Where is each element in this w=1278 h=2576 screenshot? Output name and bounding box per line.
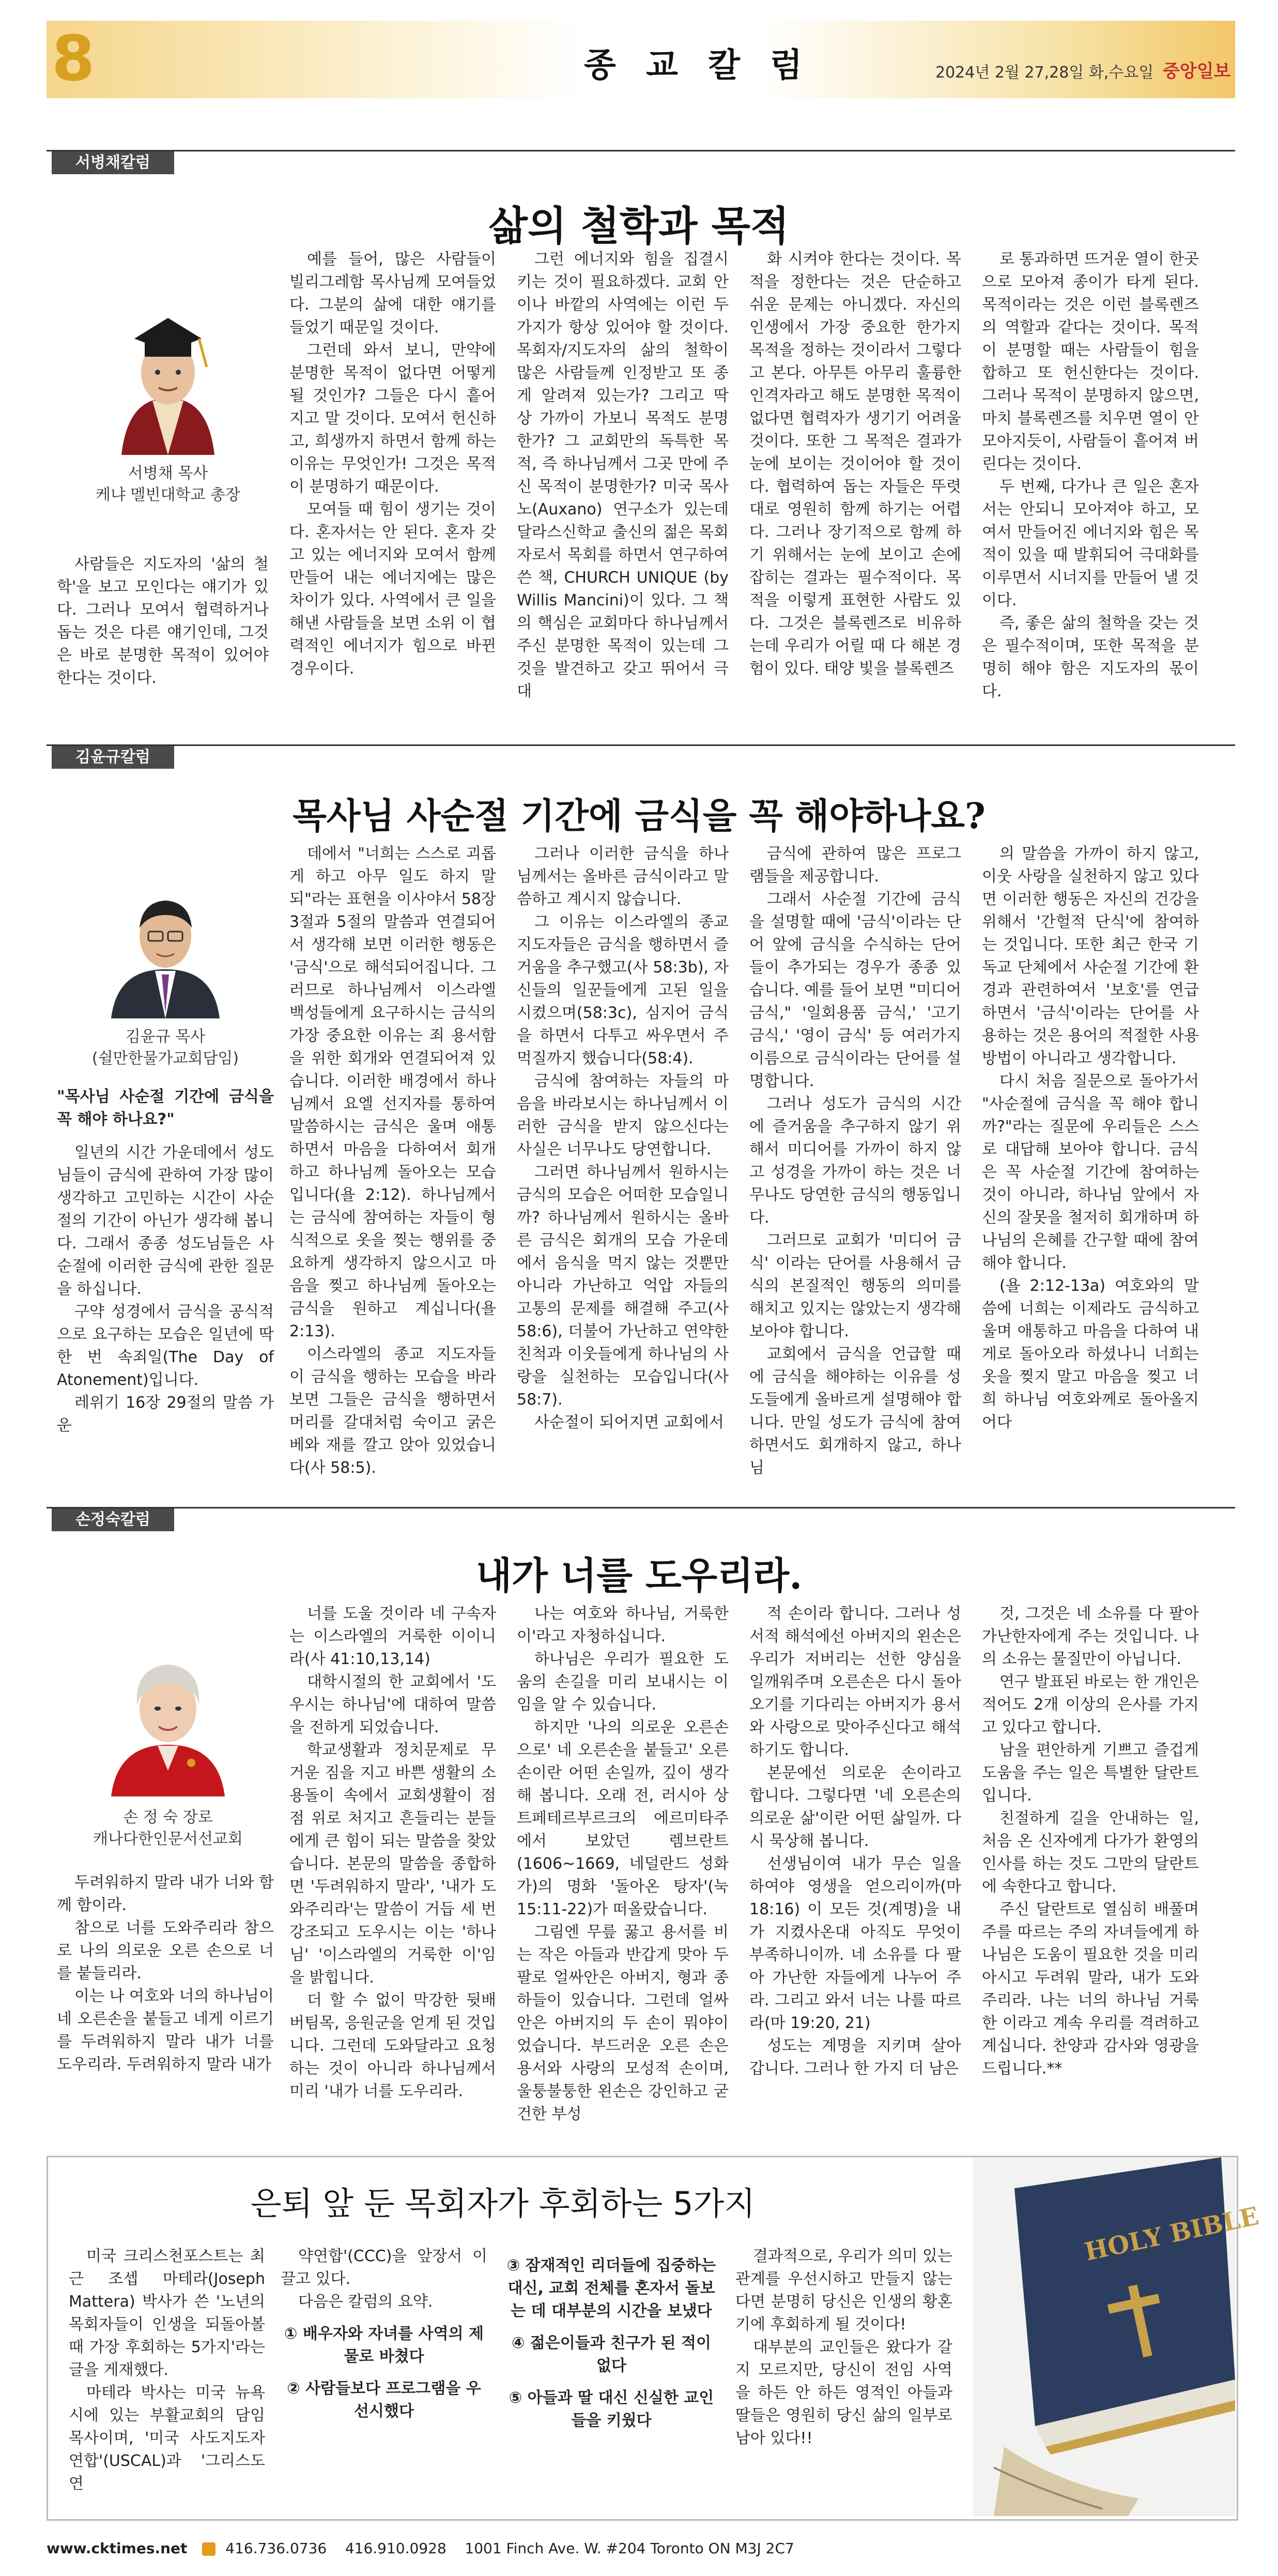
author-title: 캐나다한인문서선교회: [93, 1830, 243, 1848]
paragraph: 학교생활과 정치문제로 무거운 짐을 지고 바쁜 생활의 소용돌이 속에서 교회생활이 점점 위로 처지고 흔들리는 분들에게 큰 힘이 되는 말씀을 찾았습니다. 본문의 말씀을 종합하면 '두려워하지 말라', '내가 도와주리라'는 말씀이 거듭 세 번 강조되고 도우시는 이는 '하나님' '이스라엘의 거룩한 이'임을 밝힙니다.: [289, 1741, 496, 1987]
paragraph: 성도는 계명을 지키며 살아갑니다. 그러나 한 가지 더 남은: [749, 2037, 961, 2078]
author-byline-kim: [67, 1026, 264, 1070]
paragraph: 일년의 시간 가운데에서 성도님들이 금식에 관하여 가장 많이 생각하고 고민하는 시간이 사순절의 기간이 아닌가 생각해 봅니다. 그래서 종종 성도님들은 사순절에 이러한 금식에 관한 질문을 하십니다.: [57, 1144, 274, 1298]
article3-column-1: [57, 1871, 274, 2130]
author-photo-seo: [90, 289, 245, 455]
article1-column-5: [982, 248, 1199, 724]
paragraph: 대부분의 교인들은 왔다가 갈지 모르지만, 당신이 전임 사역을 하든 안 하든 영적인 아들과 딸들은 영원히 당신 삶의 일부로 남아 있다!!: [735, 2338, 952, 2447]
article3-headline: 내가 너를 도우리라.: [475, 1553, 803, 1597]
paragraph: 나는 여호와 하나님, 거룩한 이'라고 자청하십니다.: [517, 1605, 729, 1645]
paragraph: 주신 달란트로 열심히 배풀며 주를 따르는 주의 자녀들에게 하나님은 도움이 필요한 것을 미리 아시고 두려워 말라, 내가 도와주리라. 나는 너의 하나님 거룩한 이라고 계속 우리를 격려하고 계십니다. 찬양과 감사와 영광을 드립니다.**: [982, 1900, 1199, 2078]
paragraph: 미국 크리스천포스트는 최근 조셉 마테라(Joseph Mattera) 박사가 쓴 '노년의 목회자들이 인생을 되돌아볼 때 가장 후회하는 5가지'라는 글을 게재했다.: [69, 2247, 265, 2379]
paragraph: 친절하게 길을 안내하는 일, 처음 온 신자에게 다가가 환영의 인사를 하는 것도 그만의 달란트에 속한다고 합니다.: [982, 1809, 1199, 1896]
footer: [47, 2536, 1235, 2562]
article2-headline: 목사님 사순절 기간에 금식을 꼭 해야하나요?: [292, 796, 986, 837]
author-title: (쉴만한물가교회담임): [91, 1049, 239, 1068]
paragraph: 연구 발표된 바로는 한 개인은 적어도 2개 이상의 은사를 가지고 있다고 합니다.: [982, 1673, 1199, 1736]
paragraph: 그림엔 무릎 꿇고 용서를 비는 작은 아들과 반갑게 맞아 두 팔로 얼싸안은 아버지, 형과 종 하들이 있습니다. 그런데 얼싸안은 아버지의 두 손이 뭐야이었습니다. 부드러운 오른 손은 용서와 사랑의 모성적 손이며, 울퉁불퉁한 왼손은 강인하고 굳건한 부성: [517, 1923, 729, 2123]
paragraph: 이스라엘의 종교 지도자들이 금식을 행하는 모습을 바라보면 그들은 금식을 행하면서 머리를 갈대처럼 숙이고 굵은 베와 재를 깔고 앉아 있었습니다(사 58:5).: [289, 1345, 496, 1477]
paragraph: 본문에선 의로운 손이라고 합니다. 그렇다면 '네 오른손의 의로운 삶'이란 어떤 삶일까. 다시 묵상해 봅니다.: [749, 1764, 961, 1850]
author-name: 김윤규 목사: [125, 1028, 206, 1046]
paragraph: 예를 들어, 많은 사람들이 빌리그레함 목사님께 모여들었다. 그분의 삶에 대한 얘기를 들었기 때문일 것이다.: [289, 250, 496, 337]
regret-item-5: ⑤ 아들과 딸 대신 신실한 교인들을 키웠다: [509, 2389, 714, 2430]
author-name: 손 정 숙 장로: [123, 1808, 213, 1826]
article3-column-2: [289, 1603, 496, 2135]
paragraph: 교회에서 금식을 언급할 때에 금식을 해야하는 이유를 성도들에게 올바르게 설명해야 합니다. 만일 성도가 금식에 참여하면서도 회개하지 않고, 하나님: [749, 1345, 961, 1477]
author-title: 케냐 멜빈대학교 총장: [96, 486, 240, 504]
article1-column-3: [517, 248, 729, 724]
article1-column-2: [289, 248, 496, 724]
paragraph: 두려워하지 말라 내가 너와 함께 함이라.: [57, 1873, 274, 1914]
paragraph: 금식에 참여하는 자들의 마음을 바라보시는 하나님께서 이러한 금식을 받지 않으신다는 사실은 너무나도 당연합니다.: [517, 1072, 729, 1159]
column-tag: 손정숙칼럼: [52, 1508, 174, 1531]
section-title: 종 교 칼 럼: [584, 46, 812, 85]
article4-column-1: [69, 2245, 265, 2504]
paragraph: 이는 나 여호와 너의 하나님이 네 오른손을 붙들고 네게 이르기를 두려워하지 말라 내가 너를 도우리라. 두려워하지 말라 내가: [57, 1987, 274, 2074]
regret-item-3: ③ 잠재적인 리더들에 집중하는 대신, 교회 전체를 혼자서 돌보는 데 대부분의 시간을 보냈다: [506, 2257, 716, 2320]
paragraph: 그래서 사순절 기간에 금식을 설명할 때에 '금식'이라는 단어 앞에 금식을 수식하는 단어들이 추가되는 경우가 종종 있습니다. 예를 들어 보면 "미디어 금식," '일회용품 금식,' '고기 금식,' '영이 금식' 등 여러가지 이름으로 금식이라는 단어를 설명합니다.: [749, 890, 961, 1090]
article1-headline: 삶의 철학과 목적: [488, 203, 790, 250]
article4-column-4: [735, 2245, 952, 2504]
article1-column-1: [57, 553, 269, 708]
feature-box: [47, 2156, 1261, 2521]
author-byline-seo: [67, 463, 269, 506]
paragraph: 참으로 너를 도와주리라 참으로 나의 의로운 오른 손으로 너를 붙들리라.: [57, 1919, 274, 1983]
paragraph: 구약 성경에서 금식을 공식적으로 요구하는 모습은 일년에 딱 한 번 속죄일(The Day of Atonement)입니다.: [57, 1303, 274, 1389]
paragraph: 그러나 성도가 금식의 시간에 즐거움을 추구하지 않기 위해서 미디어를 가까이 하지 않고 성경을 가까이 하는 것은 너무나도 당연한 금식의 행동입니다.: [749, 1095, 961, 1227]
paragraph: 레위기 16장 29절의 말씀 가운: [57, 1394, 274, 1435]
paragraph: 그러므로 교회가 '미디어 금식' 이라는 단어를 사용해서 금식의 본질적인 행동의 의미를 해치고 있지는 않았는지 생각해 보아야 합니다.: [749, 1231, 961, 1340]
phone-1: 416.736.0736: [225, 2540, 327, 2557]
paragraph: 그러나 이러한 금식을 하나님께서는 올바른 금식이라고 말씀하고 계시지 않습니다.: [517, 845, 729, 908]
paragraph: 하지만 '나의 의로운 오른손으로' 네 오른손을 붙들고' 오른 손이란 어떤 손일까, 깊이 생각해 봅니다. 오래 전, 러시아 상트페테르부르크의 에르미타주에서 보았던 렘브란트(1606~1669, 네덜란드 성화가)의 명화 '돌아온 탕자'(눅 15:11-22)가 떠올랐습니다.: [517, 1718, 729, 1918]
reader-question: "목사님 사순절 기간에 금식을 꼭 해야 하나요?": [57, 1088, 274, 1129]
page-number: 8: [52, 23, 95, 95]
paragraph: 그런데 와서 보니, 만약에 분명한 목적이 없다면 어떻게 될 것인가? 그들은 다시 흩어지고 말 것이다. 모여서 헌신하고, 희생까지 하면서 함께 하는 이유는 무엇인가! 그것은 목적이 분명하기 때문이다.: [289, 341, 496, 496]
masthead: [47, 21, 1235, 98]
paragraph: 화 시켜야 한다는 것이다. 목적을 정한다는 것은 단순하고 쉬운 문제는 아니겠다. 자신의 인생에서 가장 중요한 한가지 목적을 정하는 것이라서 그렇다고 본다. 아무튼 아무리 훌륭한 인격자라고 해도 분명한 목적이 없다면 협력자가 생기기 어려울 것이다. 또한 그 목적은 결과가 눈에 보이는 것이어야 할 것이다. 협력하여 돕는 자들은 뚜렷대로 영원히 함께 하기는 어렵다. 그러나 장기적으로 함께 하기 위해서는 눈에 보이고 손에 잡히는 결과는 필수적이다. 목적을 이렇게 표현한 사람도 있다. 그것은 블록렌즈로 비유하는데 우리가 어릴 때 다 해본 경험이 있다. 태양 빛을 블록렌즈: [749, 250, 961, 678]
paragraph: 것, 그것은 네 소유를 다 팔아 가난한자에게 주는 것입니다. 나의 소유는 물질만이 아닙니다.: [982, 1605, 1199, 1668]
regret-item-2: ② 사람들보다 프로그램을 우선시했다: [287, 2380, 481, 2420]
paragraph: 두 번째, 다가나 큰 일은 혼자서는 안되니 모아져야 하고, 모여서 만들어진 에너지와 힘은 목적이 있을 때 발휘되어 극대화를 이루면서 시너지를 만들어 낼 것이다.: [982, 478, 1199, 609]
article1-column-4: [749, 248, 961, 724]
paragraph: 마테라 박사는 미국 뉴욕시에 있는 부활교회의 담임 목사이며, '미국 사도지도자연합'(USCAL)과 '그리스도연: [69, 2384, 265, 2493]
column-tag: 서병채칼럼: [52, 151, 174, 174]
paragraph: 다음은 칼럼의 요약.: [298, 2293, 433, 2311]
author-byline-son: [62, 1807, 274, 1850]
address: 1001 Finch Ave. W. #204 Toronto ON M3J 2C7: [465, 2540, 794, 2557]
regret-item-1: ① 배우자와 자녀를 사역의 제물로 바쳤다: [284, 2325, 484, 2366]
paragraph: 즉, 좋은 삶의 철학을 갖는 것은 필수적이며, 또한 목적을 분명히 해야 함은 지도자의 몫이다.: [982, 614, 1199, 700]
paragraph: 약연합'(CCC)을 앞장서 이끌고 있다.: [281, 2247, 487, 2288]
bible-cover-text: HOLY BIBLE: [1082, 2201, 1261, 2267]
article4-column-3: [503, 2245, 720, 2504]
paragraph: 너를 도울 것이라 네 구속자는 이스라엘의 거룩한 이이니라(사 41:10,13,14): [289, 1605, 496, 1668]
paragraph: 모여들 때 힘이 생기는 것이다. 혼자서는 안 된다. 혼자 갖고 있는 에너지와 모여서 함께 만들어 내는 에너지에는 많은 차이가 있다. 사역에서 큰 일을 해낸 사람들을 보면 소위 이 협력적인 에너지가 힘으로 바뀐 경우이다.: [289, 500, 496, 678]
paragraph: 대학시절의 한 교회에서 '도우시는 하나님'에 대하여 말씀을 전하게 되었습니다.: [289, 1673, 496, 1736]
phone-2: 416.910.0928: [345, 2540, 446, 2557]
regret-item-4: ④ 젊은이들과 친구가 된 적이 없다: [512, 2334, 711, 2375]
article4-headline: 은퇴 앞 둔 목회자가 후회하는 5가지: [250, 2185, 756, 2222]
paragraph: (욜 2:12-13a) 여호와의 말씀에 너희는 이제라도 금식하고 울며 애통하고 마음을 다하여 내게로 돌아오라 하셨나니 너희는 옷을 찢지 말고 마음을 찢고 너희 하나님 여호와께로 돌아올지어다: [982, 1277, 1199, 1431]
author-name: 서병채 목사: [128, 464, 208, 482]
paragraph: 데에서 "너희는 스스로 괴롭게 하고 아무 일도 하지 말되"라는 표현을 이사야서 58장 3절과 5절의 말씀과 연결되어서 생각해 보면 이러한 행동은 '금식'으로 해석되어집니다. 그러므로 하나님께서 이스라엘 백성들에게 요구하시는 금식의 가장 중요한 이유는 죄 용서함을 위한 회개와 연결되어져 있습니다. 이러한 배경에서 하나님께서 요엘 선지자를 통하여 말씀하시는 금식은 울며 애통하면서 마음을 다하여서 회개하고 하나님께 돌아오는 모습입니다(욜 2:12). 하나님께서는 금식에 참여하는 자들이 형식적으로 옷을 찢는 행위를 중요하게 생각하지 않으시고 마음을 찢고 하나님께 돌아오는 금식을 원하고 계십니다(욜 2:13).: [289, 845, 496, 1340]
paragraph: 사람들은 지도자의 '삶의 철학'을 보고 모인다는 얘기가 있다. 그러나 모여서 협력하거나 돕는 것은 다른 얘기인데, 그것은 바로 분명한 목적이 있어야 한다는 것이다.: [57, 555, 269, 687]
paragraph: 의 말씀을 가까이 하지 않고, 이웃 사랑을 실천하지 않고 있다면 이러한 행동은 자신의 건강을 위해서 '간헐적 단식'에 참여하는 것입니다. 또한 최근 한국 기독교 단체에서 사순절 기간에 환경과 관련하여서 '보호'를 연급하면서 '금식'이라는 단어를 사용하는 것은 용어의 적절한 사용 방법이 아니라고 생각합니다.: [982, 845, 1199, 1068]
website-link[interactable]: www.cktimes.net: [47, 2540, 188, 2557]
paragraph: 적 손이라 합니다. 그러나 성서적 해석에선 아버지의 왼손은 우리가 저버리는 선한 양심을 일깨워주며 오른손은 다시 돌아오기를 기다리는 아버지가 용서와 사랑으로 맞아주신다고 해석하기도 합니다.: [749, 1605, 961, 1759]
article3-column-3: [517, 1603, 729, 2135]
issue-date: 2024년 2월 27,28일 화,수요일: [935, 64, 1154, 82]
paragraph: 그런 에너지와 힘을 집결시키는 것이 필요하겠다. 교회 안이나 바깥의 사역에는 이런 두 가지가 항상 있어야 할 것이다. 목회자/지도자의 삶의 철학이 많은 사람들께 인정받고 또 종게 알려져 있는가? 그리고 딱 상 가까이 가보니 목적도 분명한가? 그 교회만의 독특한 목적, 즉 하나님께서 그곳 만에 주신 목적이 분명한가? 미국 목사노(Auxano) 연구소가 있는데 달라스신학교 출신의 젊은 목회자로서 목회를 하면서 연구하여 쓴 책, CHURCH UNIQUE (by Willis Mancini)이 있다. 그 책의 핵심은 교회마다 하나님께서 주신 분명한 목적이 있는데 그것을 발견하고 갖고 뛰어서 극대: [517, 250, 729, 700]
article3-column-4: [749, 1603, 961, 2135]
paragraph: 하나님은 우리가 필요한 도움의 손길을 미리 보내시는 이임을 알 수 있습니다.: [517, 1650, 729, 1714]
author-photo-son: [101, 1641, 235, 1796]
column-tag: 김윤규칼럼: [52, 746, 174, 769]
article3-column-5: [982, 1603, 1199, 2135]
column-tag-bar-3: [47, 1507, 1235, 1531]
article4-column-2: [281, 2245, 487, 2504]
paragraph: 더 할 수 없이 막강한 뒷배 버팀목, 응원군을 얻게 된 것입니다. 그런데 도와달라고 요청하는 것이 아니라 하나님께서 미리 '내가 너를 도우리라.: [289, 1991, 496, 2100]
paragraph: 남을 편안하게 기쁘고 즐겁게 도움을 주는 일은 특별한 달란트입니다.: [982, 1741, 1199, 1805]
column-tag-bar-2: [47, 744, 1235, 769]
paragraph: 사순절이 되어지면 교회에서: [534, 1413, 724, 1431]
paragraph: 그 이유는 이스라엘의 종교 지도자들은 금식을 행하면서 즐거움을 추구했고(사 58:3b), 자신들의 일꾼들에게 고된 일을 시켰으며(58:3c), 심지어 금식을 하면서 다투고 싸우면서 주먹질까지 했습니다(58:4).: [517, 913, 729, 1068]
paragraph: 금식에 관하여 많은 프로그램들을 제공합니다.: [749, 845, 961, 886]
paragraph: 다시 처음 질문으로 돌아가서 "사순절에 금식을 꼭 해야 합니까?"라는 질문에 우리들은 스스로 대답해 보아야 합니다. 금식은 꼭 사순절 기간에 참여하는 것이 아니라, 하나님 앞에서 자신의 잘못을 철저히 회개하며 하나님의 은혜를 간구할 때에 참여해야 합니다.: [982, 1072, 1199, 1272]
author-photo-kim: [101, 874, 230, 1018]
paper-logo: 중앙일보: [1163, 61, 1231, 82]
paragraph: 결과적으로, 우리가 의미 있는 관계를 우선시하고 만들지 않는다면 분명히 당신은 인생의 황혼기에 후회하게 될 것이다!: [735, 2247, 952, 2334]
paragraph: 그러면 하나님께서 원하시는 금식의 모습은 어떠한 모습일니까? 하나님께서 원하시는 올바른 금식은 회개의 모습 가운데에서 음식을 먹지 않는 것뿐만 아니라 가난하고 억압 자들의 고통의 문제를 해결해 주고(사 58:6), 더불어 가난하고 연약한 친척과 이웃들에게 하나님의 사랑을 실천하는 모습입니다(사 58:7).: [517, 1163, 729, 1409]
paragraph: 선생님이여 내가 무슨 일을 하여야 영생을 얻으리이까(마 18:16) 이 모든 것(계명)을 내가 지켰사온대 아직도 무엇이 부족하니이까. 네 소유를 다 팔아 가난한 자들에게 나누어 주라. 그리고 와서 너는 나를 따르라(마 19:20, 21): [749, 1855, 961, 2032]
paragraph: 로 통과하면 뜨거운 열이 한곳으로 모아져 종이가 타게 된다. 목적이라는 것은 이런 블록렌즈의 역할과 같다는 것이다. 목적이 분명할 때는 사람들이 힘을 합하고 또 헌신한다는 것이다. 그러나 목적이 분명하지 않으면, 마치 블록렌즈를 치우면 열이 안 모아지듯이, 사람들이 흩어져 버린다는 것이다.: [982, 250, 1199, 473]
bible-photo: [973, 2157, 1261, 2516]
column-tag-bar-1: [47, 150, 1235, 174]
location-pin-icon: [202, 2542, 215, 2556]
